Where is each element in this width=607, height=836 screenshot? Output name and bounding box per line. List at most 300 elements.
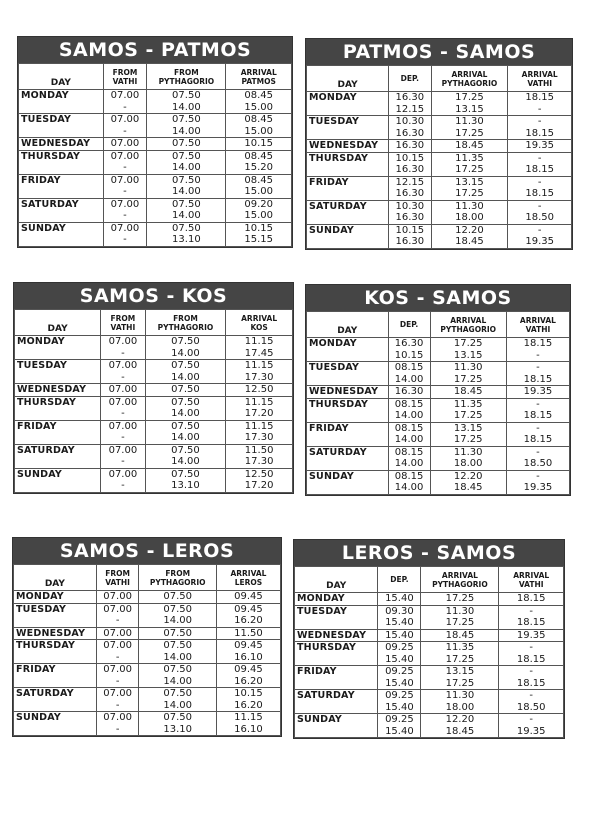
time-value: 17.25	[445, 617, 475, 628]
time-value: 10.15	[244, 138, 274, 149]
column-header: DAY	[14, 565, 97, 591]
time-value: 18.15	[523, 338, 553, 349]
time-value: 16.20	[234, 699, 263, 711]
column-header: ARRIVAL KOS	[226, 310, 293, 336]
time-value: 18.50	[525, 212, 554, 223]
time-cell	[421, 690, 499, 714]
table-row	[307, 200, 572, 224]
time-value: 07.00	[103, 664, 132, 675]
time-cell	[506, 338, 569, 362]
day-cell: MONDAY	[295, 593, 378, 606]
time-value: 10.30	[395, 200, 425, 212]
time-cell	[431, 116, 508, 140]
time-value: 17.25	[453, 373, 483, 385]
table-row	[14, 712, 281, 736]
time-value: 07.00	[108, 468, 138, 480]
schedule-table	[294, 566, 564, 738]
table-row	[19, 90, 292, 114]
time-value: 17.30	[244, 432, 274, 443]
time-value: -	[537, 152, 542, 164]
time-cell	[389, 116, 431, 140]
column-header: ARRIVAL PYTHAGORIO	[431, 66, 508, 92]
time-cell	[226, 468, 293, 492]
time-value: 07.50	[171, 360, 200, 371]
time-cell	[378, 714, 421, 738]
table-row	[295, 593, 564, 606]
time-value: 15.40	[385, 629, 414, 641]
time-cell	[139, 688, 216, 712]
time-cell	[499, 593, 564, 606]
time-value: 18.15	[516, 653, 546, 665]
time-cell	[103, 198, 147, 222]
time-cell	[421, 629, 499, 642]
time-value: 17.30	[244, 371, 274, 383]
time-value: -	[537, 200, 542, 212]
table-row	[15, 420, 293, 444]
day-cell: THURSDAY	[307, 398, 389, 422]
day-cell: THURSDAY	[307, 152, 389, 176]
table-row	[307, 338, 570, 362]
day-cell: MONDAY	[14, 591, 97, 604]
time-value: 07.00	[110, 174, 140, 186]
time-value: -	[536, 422, 540, 434]
timetable-leros-samos	[293, 539, 565, 739]
time-value: 07.00	[103, 712, 132, 723]
day-cell: WEDNESDAY	[307, 140, 389, 153]
time-value: 11.35	[445, 642, 475, 653]
time-cell	[145, 360, 226, 384]
time-value: -	[537, 176, 542, 188]
time-value: 19.35	[523, 482, 553, 493]
day-cell: FRIDAY	[15, 420, 101, 444]
time-cell	[147, 138, 226, 151]
time-cell	[216, 640, 280, 664]
table-row	[295, 629, 564, 642]
schedule-table	[306, 311, 570, 495]
table-row	[19, 138, 292, 151]
column-header: DEP.	[389, 66, 431, 92]
time-value: 07.50	[163, 640, 193, 651]
table-row	[307, 116, 572, 140]
time-cell	[103, 90, 147, 114]
time-cell	[139, 591, 216, 604]
table-row	[295, 666, 564, 690]
day-cell: SATURDAY	[14, 688, 97, 712]
time-cell	[216, 591, 280, 604]
time-value: -	[123, 210, 127, 221]
schedule-table	[306, 65, 572, 249]
time-cell	[96, 712, 139, 736]
time-cell	[389, 92, 431, 116]
time-value: 15.40	[385, 593, 414, 604]
time-cell	[388, 398, 430, 422]
time-value: -	[115, 723, 120, 735]
time-cell	[216, 712, 280, 736]
time-value: 14.00	[394, 458, 424, 469]
time-value: 15.20	[244, 162, 274, 173]
table-row	[295, 642, 564, 666]
time-value: 16.30	[395, 92, 425, 103]
time-value: 07.00	[103, 603, 132, 615]
table-row	[15, 396, 293, 420]
column-header: DAY	[307, 66, 389, 92]
time-value: 14.00	[394, 434, 424, 445]
time-cell	[147, 222, 226, 246]
column-header: DAY	[307, 312, 389, 338]
table-row	[19, 198, 292, 222]
time-value: 12.20	[445, 714, 475, 725]
time-cell	[431, 152, 508, 176]
time-value: 14.00	[172, 162, 201, 173]
time-cell	[508, 152, 572, 176]
time-value: 16.30	[394, 338, 424, 349]
time-value: -	[115, 615, 120, 626]
time-value: 18.00	[453, 458, 483, 469]
time-value: 19.35	[523, 386, 553, 397]
timetable-title: SAMOS - LEROS	[13, 538, 281, 564]
time-value: 07.50	[171, 468, 200, 480]
time-value: 08.45	[244, 150, 274, 162]
time-cell	[388, 422, 430, 446]
day-cell: TUESDAY	[14, 603, 97, 627]
time-value: 11.15	[244, 420, 274, 432]
table-row	[307, 398, 570, 422]
time-value: 13.10	[163, 723, 193, 735]
table-row	[307, 140, 572, 153]
time-value: 13.15	[455, 176, 484, 188]
table-row	[307, 176, 572, 200]
time-value: 10.30	[395, 116, 425, 127]
day-cell: TUESDAY	[15, 360, 101, 384]
time-cell	[389, 224, 431, 248]
time-value: 17.25	[453, 434, 483, 445]
time-value: 15.00	[244, 186, 274, 197]
column-header: ARRIVAL VATHI	[508, 66, 572, 92]
time-cell	[226, 336, 293, 360]
time-value: 11.30	[455, 116, 484, 127]
time-value: 09.25	[385, 690, 414, 701]
time-value: 18.15	[523, 410, 553, 421]
time-value: -	[529, 690, 533, 701]
time-value: 12.20	[453, 470, 483, 482]
time-value: 07.50	[163, 688, 193, 699]
time-cell	[506, 398, 569, 422]
time-cell	[103, 174, 147, 198]
time-value: -	[121, 456, 125, 467]
time-cell	[508, 116, 572, 140]
time-value: 14.00	[163, 699, 193, 711]
time-cell	[431, 200, 508, 224]
day-cell: SATURDAY	[295, 690, 378, 714]
time-value: 11.30	[445, 605, 475, 617]
day-cell: FRIDAY	[295, 666, 378, 690]
time-value: 07.50	[163, 603, 193, 615]
time-cell	[226, 360, 293, 384]
time-cell	[139, 664, 216, 688]
time-cell	[506, 470, 569, 494]
time-cell	[145, 444, 226, 468]
time-value: -	[121, 371, 125, 383]
time-cell	[499, 666, 564, 690]
time-cell	[431, 92, 508, 116]
time-value: 13.10	[171, 480, 200, 491]
time-cell	[431, 224, 508, 248]
table-row	[307, 152, 572, 176]
time-cell	[139, 640, 216, 664]
day-cell: SATURDAY	[307, 200, 389, 224]
time-value: 16.30	[395, 236, 425, 247]
column-header: DAY	[295, 567, 378, 593]
time-cell	[139, 603, 216, 627]
timetable-title: SAMOS - KOS	[14, 283, 293, 309]
time-value: -	[121, 432, 125, 443]
table-row	[307, 422, 570, 446]
time-cell	[101, 336, 145, 360]
time-value: 11.15	[244, 396, 274, 408]
time-cell	[96, 591, 139, 604]
time-value: 09.45	[234, 603, 263, 615]
time-cell	[421, 642, 499, 666]
time-value: -	[529, 666, 533, 677]
time-cell	[431, 176, 508, 200]
header-row	[15, 310, 293, 336]
timetable-samos-patmos	[17, 36, 293, 248]
table-row	[14, 640, 281, 664]
time-value: 19.35	[516, 725, 546, 737]
time-value: 11.35	[453, 398, 483, 410]
time-cell	[96, 627, 139, 640]
time-cell	[226, 222, 292, 246]
time-value: 18.45	[453, 482, 483, 493]
time-value: 14.00	[171, 347, 200, 359]
time-cell	[216, 664, 280, 688]
time-value: 09.20	[244, 198, 274, 210]
time-cell	[499, 642, 564, 666]
time-cell	[430, 398, 506, 422]
time-value: 08.15	[394, 398, 424, 410]
time-value: 14.00	[171, 408, 200, 419]
time-cell	[103, 222, 147, 246]
time-value: 14.00	[172, 210, 201, 221]
time-value: 16.30	[395, 127, 425, 139]
header-row	[307, 66, 572, 92]
time-value: 15.40	[385, 701, 414, 713]
time-value: 10.15	[394, 349, 424, 361]
time-cell	[378, 605, 421, 629]
time-value: 16.30	[395, 164, 425, 175]
column-header: FROM PYTHAGORIO	[145, 310, 226, 336]
time-value: 16.10	[234, 723, 263, 735]
day-cell: SUNDAY	[15, 468, 101, 492]
time-value: 13.15	[455, 103, 484, 115]
time-cell	[145, 420, 226, 444]
day-cell: WEDNESDAY	[295, 629, 378, 642]
time-value: 17.30	[244, 456, 274, 467]
table-row	[14, 627, 281, 640]
timetable-kos-samos	[305, 284, 571, 496]
day-cell: SUNDAY	[307, 224, 389, 248]
time-value: 07.00	[110, 222, 140, 234]
time-value: -	[115, 699, 120, 711]
time-value: 14.00	[172, 186, 201, 197]
table-row	[14, 591, 281, 604]
time-value: 15.15	[244, 234, 274, 245]
column-header: ARRIVAL PATMOS	[226, 64, 292, 90]
time-value: 08.15	[394, 446, 424, 458]
time-value: -	[115, 675, 120, 687]
time-value: 18.15	[523, 434, 553, 445]
time-value: -	[529, 642, 533, 653]
day-cell: TUESDAY	[19, 114, 104, 138]
time-value: -	[529, 605, 533, 617]
time-value: 17.20	[244, 408, 274, 419]
time-value: 07.50	[172, 114, 201, 125]
time-value: 17.25	[455, 188, 484, 199]
table-row	[15, 336, 293, 360]
time-value: 07.50	[171, 336, 200, 347]
column-header: DAY	[15, 310, 101, 336]
time-value: 14.00	[394, 410, 424, 421]
time-value: 18.15	[525, 164, 554, 175]
time-value: 18.15	[525, 127, 554, 139]
time-value: -	[123, 234, 127, 245]
time-cell	[139, 712, 216, 736]
time-value: 09.25	[385, 642, 414, 653]
day-cell: THURSDAY	[19, 150, 104, 174]
time-value: 17.20	[244, 480, 274, 491]
time-value: 07.50	[172, 150, 201, 162]
time-value: -	[537, 116, 542, 127]
time-value: 07.50	[172, 138, 201, 149]
time-cell	[506, 386, 569, 399]
time-value: 11.15	[244, 360, 274, 371]
time-value: 17.45	[244, 347, 274, 359]
time-value: 18.50	[516, 701, 546, 713]
day-cell: WEDNESDAY	[14, 627, 97, 640]
time-value: 07.50	[172, 174, 201, 186]
time-value: 18.15	[516, 593, 546, 604]
time-cell	[101, 396, 145, 420]
time-cell	[506, 362, 569, 386]
time-value: 07.50	[172, 222, 201, 234]
time-cell	[378, 642, 421, 666]
time-value: 14.00	[171, 371, 200, 383]
time-value: 11.50	[234, 627, 263, 639]
time-value: 07.00	[108, 336, 138, 347]
header-row	[19, 64, 292, 90]
time-value: 17.25	[455, 92, 484, 103]
time-value: 16.10	[234, 651, 263, 663]
day-cell: TUESDAY	[295, 605, 378, 629]
time-value: 11.15	[244, 336, 274, 347]
time-cell	[388, 386, 430, 399]
time-cell	[226, 384, 293, 397]
time-value: 17.25	[445, 677, 475, 689]
day-cell: FRIDAY	[14, 664, 97, 688]
time-value: -	[536, 362, 540, 373]
time-cell	[103, 114, 147, 138]
table-row	[295, 690, 564, 714]
time-cell	[103, 150, 147, 174]
time-cell	[226, 174, 292, 198]
time-value: 14.00	[172, 101, 201, 113]
time-value: 13.15	[445, 666, 475, 677]
time-value: 09.25	[385, 714, 414, 725]
time-value: 18.00	[445, 701, 475, 713]
time-value: 16.20	[234, 615, 263, 626]
time-value: 13.10	[172, 234, 201, 245]
time-cell	[147, 90, 226, 114]
time-cell	[430, 386, 506, 399]
table-row	[295, 605, 564, 629]
time-value: 07.00	[108, 444, 138, 456]
time-value: 11.15	[234, 712, 263, 723]
time-value: 17.25	[453, 410, 483, 421]
column-header: ARRIVAL PYTHAGORIO	[430, 312, 506, 338]
time-cell	[226, 150, 292, 174]
table-row	[14, 603, 281, 627]
time-value: 11.30	[445, 690, 475, 701]
time-value: 18.15	[516, 617, 546, 628]
time-value: 17.25	[445, 593, 475, 604]
time-value: 16.30	[394, 386, 424, 397]
time-cell	[499, 714, 564, 738]
schedule-table	[13, 564, 281, 736]
time-value: -	[536, 349, 540, 361]
column-header: ARRIVAL PYTHAGORIO	[421, 567, 499, 593]
time-value: 12.50	[244, 468, 274, 480]
time-value: 07.00	[108, 384, 138, 395]
table-row	[15, 444, 293, 468]
time-cell	[226, 138, 292, 151]
time-cell	[508, 92, 572, 116]
time-value: 18.15	[525, 92, 554, 103]
time-cell	[506, 446, 569, 470]
time-cell	[226, 114, 292, 138]
table-row	[19, 114, 292, 138]
time-value: 14.00	[171, 456, 200, 467]
time-value: 18.45	[455, 140, 484, 151]
time-value: 15.40	[385, 617, 414, 628]
time-cell	[508, 200, 572, 224]
time-value: 10.15	[234, 688, 263, 699]
table-row	[15, 384, 293, 397]
time-value: 07.00	[103, 640, 132, 651]
table-row	[14, 664, 281, 688]
time-cell	[226, 396, 293, 420]
time-cell	[421, 714, 499, 738]
time-cell	[101, 468, 145, 492]
table-row	[14, 688, 281, 712]
time-value: 18.00	[455, 212, 484, 223]
time-cell	[226, 198, 292, 222]
time-value: 14.00	[163, 675, 193, 687]
timetable-title: LEROS - SAMOS	[294, 540, 564, 566]
time-value: 18.15	[516, 677, 546, 689]
time-cell	[499, 690, 564, 714]
time-value: 12.15	[395, 103, 425, 115]
time-cell	[101, 444, 145, 468]
time-cell	[96, 640, 139, 664]
time-value: 07.00	[110, 138, 140, 149]
time-value: 15.40	[385, 725, 414, 737]
time-value: 07.00	[110, 114, 140, 125]
time-value: -	[537, 103, 542, 115]
time-cell	[216, 688, 280, 712]
column-header: FROM VATHI	[103, 64, 147, 90]
schedule-table	[18, 63, 292, 247]
timetable-title: PATMOS - SAMOS	[306, 39, 572, 65]
